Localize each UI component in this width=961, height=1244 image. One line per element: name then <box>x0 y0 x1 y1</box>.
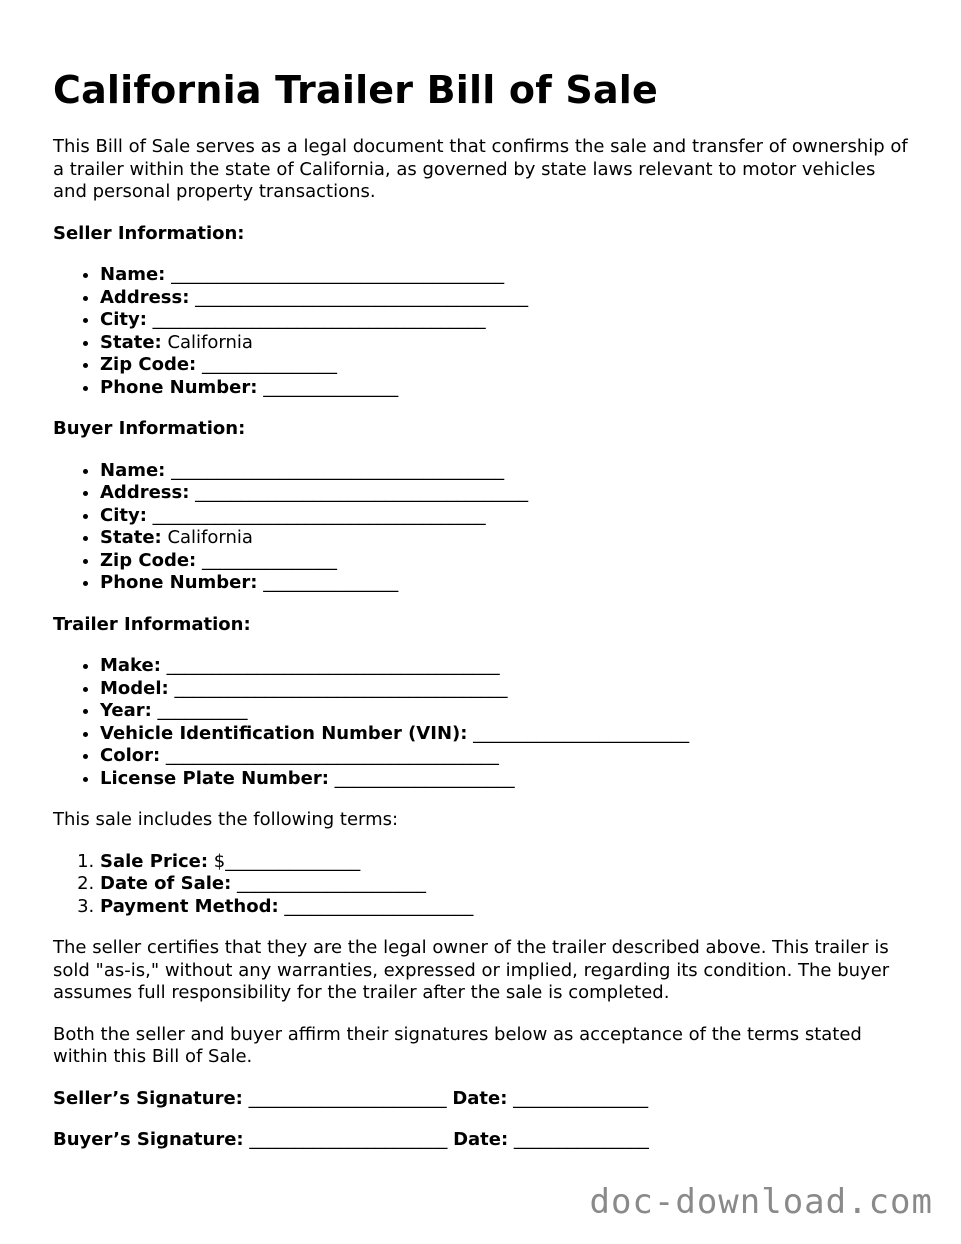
field-label: Name: <box>100 264 166 285</box>
field-label: Address: <box>100 482 190 503</box>
seller-name-field <box>100 264 913 287</box>
buyer-city-field <box>100 505 913 528</box>
term-value: _____________________ <box>278 895 474 917</box>
field-label: Year: <box>100 700 152 721</box>
trailer-plate-field <box>100 768 913 791</box>
field-value: _____________________________________ <box>165 459 505 481</box>
field-value: California <box>161 527 253 548</box>
buyer-state-field <box>100 527 913 550</box>
field-value: California <box>161 331 253 353</box>
field-label: State: <box>100 527 162 548</box>
field-label: Model: <box>100 677 169 699</box>
trailer-model-field <box>100 678 913 701</box>
field-label: Name: <box>100 459 166 481</box>
field-value: ________________________ <box>467 722 690 744</box>
trailer-color-field <box>100 745 913 768</box>
seller-city-field <box>100 309 913 332</box>
buyer-phone-field <box>100 572 913 595</box>
field-value: _______________ <box>196 549 337 571</box>
seller-signature-blank: ______________________ <box>242 1087 453 1109</box>
field-label: State: <box>100 331 162 353</box>
field-value: _______________ <box>196 354 337 375</box>
field-value: _____________________________________ <box>189 482 529 503</box>
buyer-date-label: Date: <box>453 1129 509 1150</box>
document-page <box>53 66 913 1171</box>
term-payment-method <box>100 896 913 919</box>
field-label: License Plate Number: <box>100 767 329 789</box>
field-label: Phone Number: <box>100 376 258 398</box>
term-label: Payment Method: <box>100 895 279 917</box>
seller-phone-field <box>100 377 913 400</box>
seller-date-label: Date: <box>452 1087 508 1109</box>
field-value: _______________ <box>257 572 399 593</box>
field-value: _____________________________________ <box>160 655 500 676</box>
field-value: _____________________________________ <box>189 286 529 308</box>
buyer-date-blank: _______________ <box>508 1129 649 1150</box>
term-sale-price <box>100 851 913 874</box>
buyer-field-list <box>53 460 913 595</box>
trailer-make-field <box>100 655 913 678</box>
term-label: Sale Price: <box>100 850 209 872</box>
trailer-field-list <box>53 655 913 790</box>
term-label: Date of Sale: <box>100 873 232 894</box>
field-value: __________ <box>151 700 248 721</box>
trailer-vin-field <box>100 723 913 746</box>
affirmation-paragraph: Both the seller and buyer affirm their signatures below as acceptance of the terms stated within this Bill of Sale. <box>53 1023 862 1067</box>
field-label: Phone Number: <box>100 572 258 593</box>
intro-paragraph: This Bill of Sale serves as a legal document that confirms the sale and transfer of ownership of a trailer within the state of California, as governed by state laws relevant to motor vehicles and personal property transactions. <box>53 136 908 202</box>
seller-signature-label: Seller’s Signature: <box>53 1087 243 1109</box>
seller-section-heading: Seller Information: <box>53 222 245 244</box>
field-value: _______________ <box>257 376 399 398</box>
terms-intro: This sale includes the following terms: <box>53 809 399 830</box>
field-value: _____________________________________ <box>146 504 486 526</box>
field-label: City: <box>100 504 147 526</box>
field-value: _____________________________________ <box>165 264 505 285</box>
seller-signature-line <box>53 1088 913 1111</box>
field-label: City: <box>100 309 147 330</box>
buyer-name-field <box>100 460 913 483</box>
field-value: _____________________________________ <box>146 309 486 330</box>
certification-paragraph: The seller certifies that they are the legal owner of the trailer described above. This trailer is sold "as-is," without any warranties, expressed or implied, regarding its condition. The buyer assumes full responsibility for the trailer after the sale is completed. <box>53 937 890 1003</box>
document-title: California Trailer Bill of Sale <box>53 68 658 112</box>
term-date-of-sale <box>100 873 913 896</box>
term-value: $_______________ <box>208 850 361 872</box>
field-label: Zip Code: <box>100 549 197 571</box>
buyer-signature-label: Buyer’s Signature: <box>53 1129 244 1150</box>
watermark: doc-download.com <box>589 1182 933 1222</box>
buyer-signature-line <box>53 1129 913 1152</box>
seller-state-field <box>100 332 913 355</box>
buyer-zip-field <box>100 550 913 573</box>
buyer-signature-blank: ______________________ <box>243 1129 454 1150</box>
terms-list <box>53 851 913 919</box>
field-value: _____________________________________ <box>160 745 499 766</box>
field-label: Address: <box>100 286 190 308</box>
field-label: Color: <box>100 745 161 766</box>
field-value: ____________________ <box>328 767 515 789</box>
field-label: Zip Code: <box>100 354 197 375</box>
buyer-address-field <box>100 482 913 505</box>
field-label: Make: <box>100 655 161 676</box>
field-label: Vehicle Identification Number (VIN): <box>100 722 468 744</box>
field-value: _____________________________________ <box>168 677 508 699</box>
seller-zip-field <box>100 354 913 377</box>
seller-date-blank: _______________ <box>507 1087 649 1109</box>
seller-address-field <box>100 287 913 310</box>
trailer-year-field <box>100 700 913 723</box>
buyer-section-heading: Buyer Information: <box>53 418 246 439</box>
term-value: _____________________ <box>231 873 427 894</box>
trailer-section-heading: Trailer Information: <box>53 613 251 635</box>
seller-field-list <box>53 264 913 399</box>
